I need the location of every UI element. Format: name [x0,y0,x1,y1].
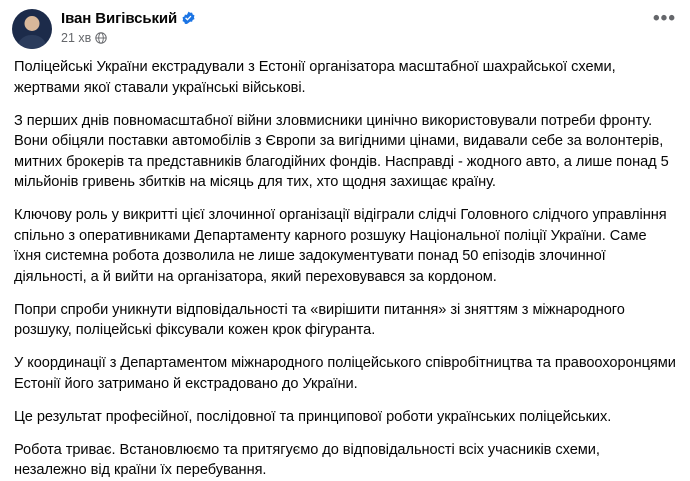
post-options-button[interactable]: ••• [653,8,676,29]
post-paragraph: Попри спроби уникнути відповідальності та «вирішити питання» зі зняттям з міжнародного розшуку, поліцейські фіксували кожен крок фігуранта. [14,301,625,338]
user-avatar[interactable] [12,9,52,49]
post-timestamp[interactable]: 21 хв [61,31,92,45]
post-paragraph: Це результат професійної, послідовної та принципової роботи українських поліцейських. [14,408,612,425]
post-paragraph: Ключову роль у викритті цієї злочинної організації відіграли слідчі Головного слідчого управління спільно з оперативниками Департаменту карного розшуку Національної поліції України. Саме їхня системна робота дозволила не лише задокументувати понад 50 епізодів злочинної діяльності, а й вийти на організатора, який переховувався за кордоном. [14,207,667,285]
post-header [0,0,690,55]
globe-icon [95,32,107,44]
post-paragraph: З перших днів повномасштабної війни зловмисники цинічно використовували потреби фронту. Вони обіцяли поставки автомобілів з Європи за вигідними цінами, видавали себе за волонтерів, митних брокерів та представників благодійних фондів. Насправді - жодного авто, а лише понад 5 мільйонів гривень збитків на місяць для тих, хто щодня захищає країну. [14,112,669,190]
avatar-body [17,35,47,49]
post-meta [61,30,196,46]
post-paragraph: Поліцейські України екстрадували з Естонії організатора масштабної шахрайської схеми, жертвами якої ставали українські військові. [14,59,616,96]
author-row [61,9,196,28]
post-body [0,55,690,481]
author-name[interactable]: Іван Вигівський [61,10,178,27]
avatar-face [25,16,40,31]
post-header-text [61,8,196,46]
post-paragraph: Робота триває. Встановлюємо та притягуємо до відповідальності всіх учасників схеми, незалежно від країни їх перебування. [14,441,600,478]
verified-badge-icon [181,11,196,26]
post-paragraph: У координації з Департаментом міжнародного поліцейського співробітництва та правоохоронцями Естонії його затримано й екстрадовано до України. [14,355,676,392]
